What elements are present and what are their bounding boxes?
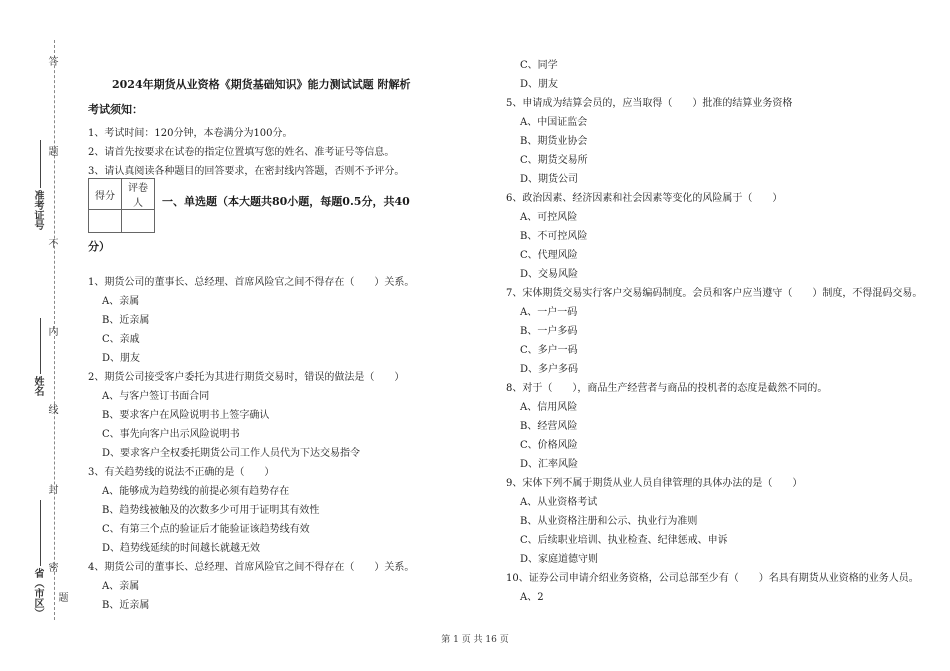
province-label: 省（市区） [32, 568, 43, 618]
answer-option[interactable]: A、可控风险 [520, 212, 578, 223]
answer-option[interactable]: B、趋势线被触及的次数多少可用于证明其有效性 [102, 505, 320, 516]
score-header: 得分 [89, 179, 122, 210]
answer-option[interactable]: A、2 [520, 592, 544, 603]
question-text: 6、政治因素、经济因素和社会因素等变化的风险属于（ ） [506, 193, 783, 204]
notice-item: 2、请首先按要求在试卷的指定位置填写您的姓名、准考证号等信息。 [88, 147, 395, 158]
answer-option[interactable]: A、能够成为趋势线的前提必须有趋势存在 [102, 486, 290, 497]
notice-item: 3、请认真阅读各种题目的回答要求，在密封线内答题，否则不予评分。 [88, 166, 405, 177]
answer-option[interactable]: D、家庭道德守则 [520, 554, 599, 565]
answer-option[interactable]: C、后续职业培训、执业检查、纪律惩戒、申诉 [520, 535, 728, 546]
question-text: 3、有关趋势线的说法不正确的是（ ） [88, 467, 275, 478]
margin-mark-ti-bottom: 题 [56, 592, 67, 602]
answer-option[interactable]: C、价格风险 [520, 440, 578, 451]
answer-option[interactable]: B、期货业协会 [520, 136, 588, 147]
answer-option[interactable]: A、亲属 [102, 296, 140, 307]
answer-option[interactable]: B、近亲属 [102, 315, 150, 326]
answer-option[interactable]: A、中国证监会 [520, 117, 588, 128]
question-text: 8、对于（ ），商品生产经营者与商品的投机者的态度是截然不同的。 [506, 383, 828, 394]
question-text: 4、期货公司的董事长、总经理、首席风险官之间不得存在（ ）关系。 [88, 562, 415, 573]
question-text: 2、期货公司接受客户委托为其进行期货交易时，错误的做法是（ ） [88, 372, 405, 383]
answer-option[interactable]: D、交易风险 [520, 269, 579, 280]
answer-option[interactable]: A、与客户签订书面合同 [102, 391, 210, 402]
answer-option[interactable]: C、多户一码 [520, 345, 578, 356]
question-text: 7、宋体期货交易实行客户交易编码制度。会员和客户应当遵守（ ）制度，不得混码交易。 [506, 288, 923, 299]
answer-option[interactable]: B、一户多码 [520, 326, 578, 337]
answer-option[interactable]: C、事先向客户出示风险说明书 [102, 429, 240, 440]
section-heading: 一、单选题（本大题共80小题，每题0.5分，共40 [162, 195, 410, 208]
exam-number-underline [40, 140, 41, 188]
answer-option[interactable]: C、代理风险 [520, 250, 578, 261]
answer-option[interactable]: A、亲属 [102, 581, 140, 592]
page-title: 2024年期货从业资格《期货基础知识》能力测试试题 附解析 [112, 78, 411, 91]
margin-mark-ti: 题 [46, 146, 57, 156]
answer-option[interactable]: B、近亲属 [102, 600, 150, 611]
score-table [88, 178, 155, 233]
question-text: 1、期货公司的董事长、总经理、首席风险官之间不得存在（ ）关系。 [88, 277, 415, 288]
right-question-column [506, 56, 922, 607]
answer-option[interactable]: C、同学 [520, 60, 558, 71]
margin-mark-mi: 密 [46, 562, 57, 572]
answer-option[interactable]: A、从业资格考试 [520, 497, 598, 508]
answer-option[interactable]: C、有第三个点的验证后才能验证该趋势线有效 [102, 524, 310, 535]
margin-mark-bu: 不 [46, 238, 57, 248]
answer-option[interactable]: A、一户一码 [520, 307, 578, 318]
grader-header: 评卷人 [122, 179, 155, 210]
page-footer: 第 1 页 共 16 页 [441, 635, 509, 645]
exam-number-label: 准考证号 [32, 190, 43, 230]
grader-cell[interactable] [122, 210, 155, 233]
answer-option[interactable]: B、不可控风险 [520, 231, 588, 242]
section-heading-cont: 分） [88, 240, 110, 253]
answer-option[interactable]: D、要求客户全权委托期货公司工作人员代为下达交易指令 [102, 448, 361, 459]
answer-option[interactable]: D、多户多码 [520, 364, 579, 375]
margin-mark-nei: 内 [46, 326, 57, 336]
answer-option[interactable]: B、经营风险 [520, 421, 578, 432]
answer-option[interactable]: A、信用风险 [520, 402, 578, 413]
notice-heading: 考试须知： [88, 103, 143, 116]
question-text: 10、证券公司申请介绍业务资格，公司总部至少有（ ）名具有期货从业资格的业务人员。 [506, 573, 919, 584]
score-cell[interactable] [89, 210, 122, 233]
answer-option[interactable]: C、期货交易所 [520, 155, 588, 166]
margin-mark-feng: 封 [46, 484, 57, 494]
margin-mark-xian: 线 [46, 404, 57, 414]
answer-option[interactable]: D、朋友 [102, 353, 141, 364]
question-text: 5、申请成为结算会员的，应当取得（ ）批准的结算业务资格 [506, 98, 793, 109]
name-underline [40, 318, 41, 374]
answer-option[interactable]: B、要求客户在风险说明书上签字确认 [102, 410, 270, 421]
answer-option[interactable]: C、亲戚 [102, 334, 140, 345]
answer-option[interactable]: D、趋势线延续的时间越长就越无效 [102, 543, 261, 554]
province-underline [40, 500, 41, 566]
margin-mark-da: 答 [46, 56, 57, 66]
left-question-column [88, 273, 414, 615]
name-label: 姓名 [32, 376, 43, 396]
answer-option[interactable]: D、朋友 [520, 79, 559, 90]
answer-option[interactable]: D、期货公司 [520, 174, 579, 185]
answer-option[interactable]: D、汇率风险 [520, 459, 579, 470]
answer-option[interactable]: B、从业资格注册和公示、执业行为准则 [520, 516, 698, 527]
notice-item: 1、考试时间：120分钟，本卷满分为100分。 [88, 128, 293, 139]
question-text: 9、宋体下列不属于期货从业人员自律管理的具体办法的是（ ） [506, 478, 803, 489]
